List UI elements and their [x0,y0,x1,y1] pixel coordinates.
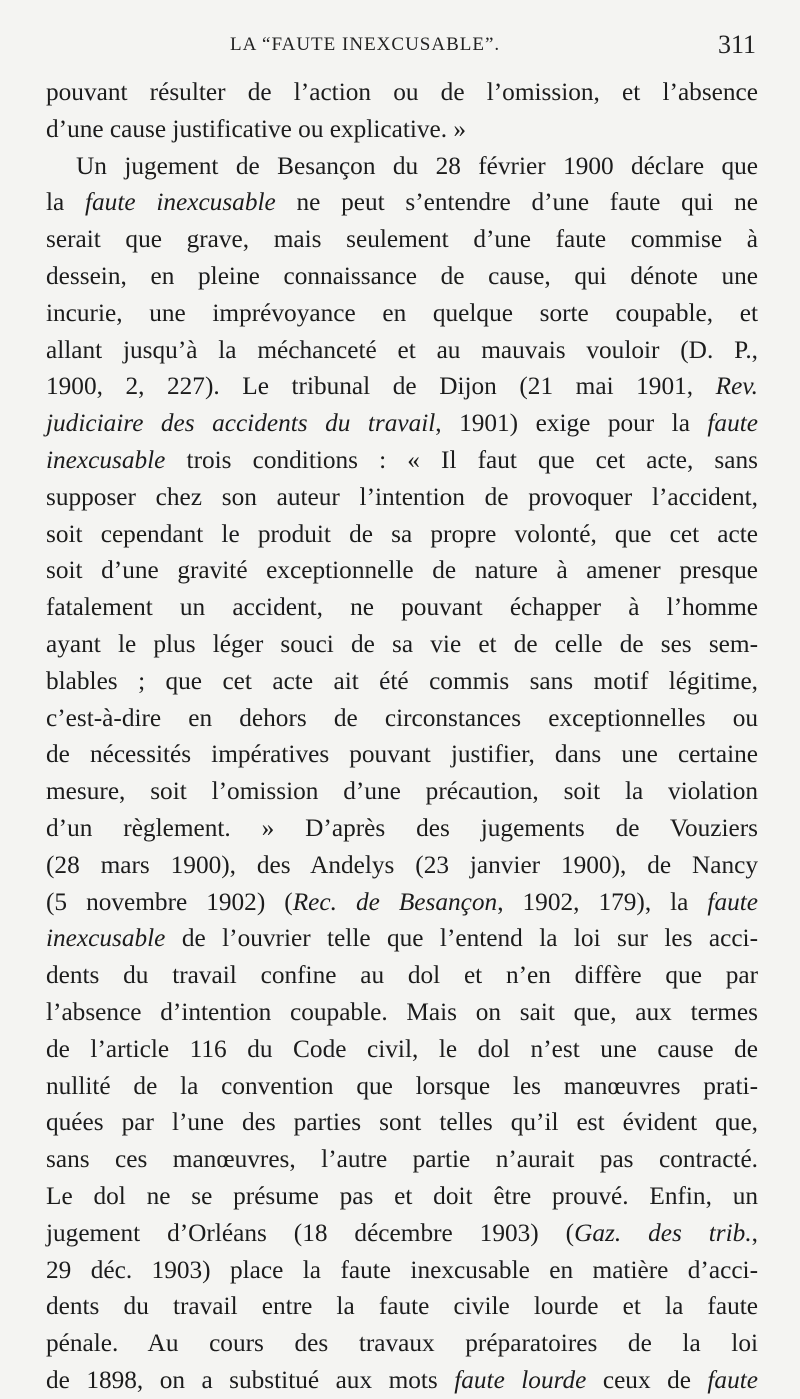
text-line [46,1141,758,1178]
text-line [46,810,758,847]
text-run: la [46,188,85,217]
text-line [46,1215,758,1252]
text-line [46,1031,758,1068]
text-run: ceux de [586,1365,708,1394]
text-run: (5 novembre 1902) ( [46,887,293,916]
text-run: incurie, une imprévoyance en quelque sorte coupable, et [46,298,758,327]
text-run: nullité de la convention que lorsque les manœuvres prati- [46,1071,758,1100]
text-line [46,258,758,295]
text-run: c’est-à-dire en dehors de circonstances exceptionnelles ou [46,703,758,732]
text-run: soit cependant le produit de sa propre volonté, que cet acte [46,519,758,548]
text-run: supposer chez son auteur l’intention de provoquer l’accident, [46,482,758,511]
text-run: (28 mars 1900), des Andelys (23 janvier 1900), de Nancy [46,850,758,879]
text-run: , 1901) exige pour la [435,409,708,438]
text-line [46,957,758,994]
text-line [46,773,758,810]
text-run: de l’article 116 du Code civil, le dol n’est une cause de [46,1034,758,1063]
text-run: de nécessités impératives pouvant justifier, dans une certaine [46,740,758,769]
text-run: 1900, 2, 227). Le tribunal de Dijon (21 mai 1901, [46,372,716,401]
text-line [46,221,758,258]
italic-text: Rev. [715,372,758,401]
text-run: blables ; que cet acte ait été commis sans motif légitime, [46,666,758,695]
text-run: pouvant résulter de l’action ou de l’omission, et l’absence [46,78,758,106]
text-run: soit d’une gravité exceptionnelle de nature à amener presque [46,556,758,585]
text-run: , 1902, 179), la [497,887,708,916]
text-line [46,1288,758,1325]
text-run: ne peut s’entendre d’une faute qui ne [275,188,759,217]
text-line [46,1104,758,1141]
text-run: d’une cause justificative ou explicative. » [46,114,467,143]
text-line [46,368,758,405]
text-run: dents du travail entre la faute civile lourde et la faute [46,1292,758,1321]
italic-text: faute [707,887,759,916]
text-line [46,148,758,185]
text-line [46,994,758,1031]
italic-text: faute [707,409,758,438]
text-line [46,295,758,332]
text-line [46,1068,758,1105]
text-run: Le dol ne se présume pas et doit être prouvé. Enfin, un [46,1181,758,1210]
text-line [46,663,758,700]
italic-text: inexcusable [46,924,166,953]
text-line [46,1178,758,1215]
text-line [46,479,758,516]
text-run: 29 déc. 1903) place la faute inexcusable en matière d’acci- [46,1255,758,1284]
text-line [46,884,758,921]
text-line [46,442,758,479]
text-run: dents du travail confine au dol et n’en diffère que par [46,961,758,990]
page-number: 311 [717,30,756,59]
text-line [46,332,758,369]
text-run: allant jusqu’à la méchanceté et au mauvais vouloir (D. P., [46,335,758,364]
text-line [46,700,758,737]
italic-text: faute inexcusable [85,188,276,217]
text-line [46,74,758,111]
text-run: jugement d’Orléans (18 décembre 1903) ( [46,1218,575,1247]
text-run: Un jugement de Besançon du 28 février 1900 déclare que [76,151,758,180]
text-run: fatalement un accident, ne pouvant échapper à l’homme [46,593,758,622]
text-line [46,111,758,148]
text-line [46,626,758,663]
text-line [46,405,758,442]
italic-text: Rec. de Besançon [292,887,498,916]
text-line [46,516,758,553]
text-line [46,1252,758,1289]
text-run: dessein, en pleine connaissance de cause, qui dénote une [46,261,758,290]
text-run: trois conditions : « Il faut que cet acte, sans [165,445,758,474]
text-line [46,1362,758,1399]
text-run: quées par l’une des parties sont telles qu’il est évident que, [46,1108,758,1137]
running-title: LA “FAUTE INEXCUSABLE”. [230,34,501,55]
text-run: de 1898, on a substitué aux mots [46,1365,455,1394]
italic-text: faute lourde [454,1365,587,1394]
text-line [46,589,758,626]
italic-text: inexcusable [46,445,166,474]
text-run: pénale. Au cours des travaux préparatoires de la loi [46,1329,758,1358]
body-text [46,74,758,1399]
text-run: sans ces manœuvres, l’autre partie n’aurait pas contracté. [46,1145,758,1174]
text-run: , [751,1218,758,1247]
text-run: serait que grave, mais seulement d’une faute commise à [46,225,758,254]
text-run: d’un règlement. » D’après des jugements de Vouziers [46,813,758,842]
italic-text: Gaz. des trib. [574,1218,752,1247]
text-line [46,552,758,589]
page-header [40,30,764,64]
text-run: l’absence d’intention coupable. Mais on sait que, aux termes [46,997,758,1026]
text-line [46,920,758,957]
italic-text: faute [707,1365,758,1394]
italic-text: judiciaire des accidents du travail [46,409,436,438]
text-line [46,847,758,884]
text-line [46,1325,758,1362]
text-line [46,736,758,773]
text-run: mesure, soit l’omission d’une précaution, soit la violation [46,777,758,806]
text-run: de l’ouvrier telle que l’entend la loi sur les acci- [165,924,758,953]
text-run: ayant le plus léger souci de sa vie et de celle de ses sem- [46,629,758,658]
text-line [46,184,758,221]
